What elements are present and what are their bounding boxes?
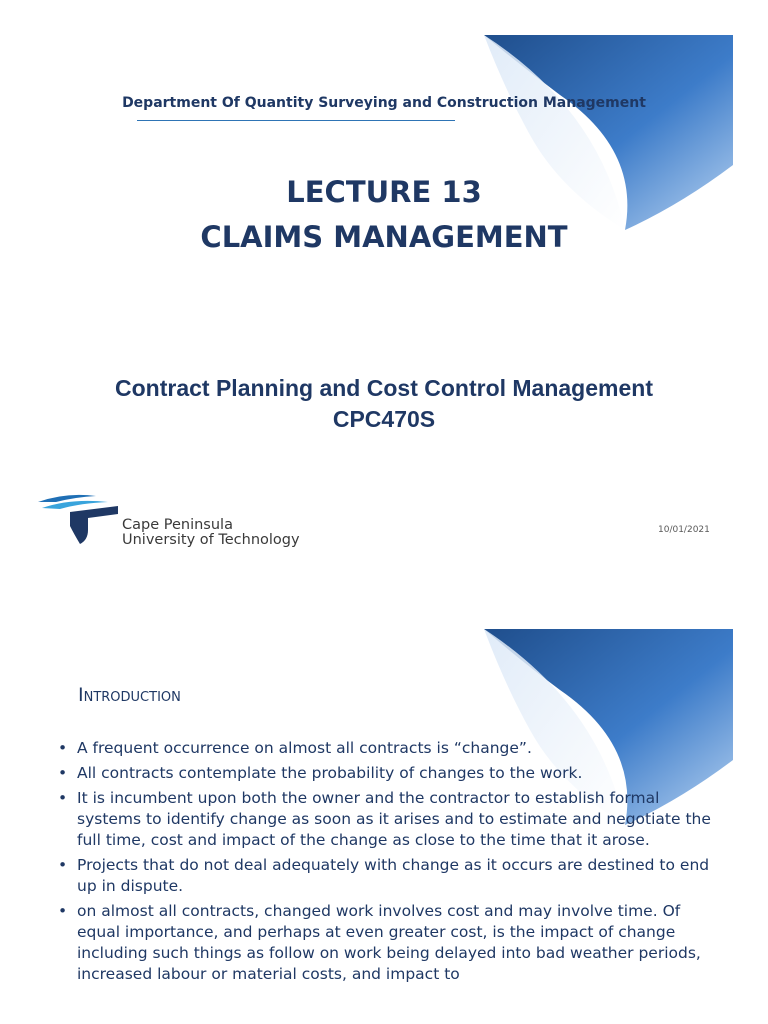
- lecture-number: LECTURE 13: [286, 175, 482, 209]
- bullet-item: • A frequent occurrence on almost all contracts is “change”.: [58, 739, 532, 757]
- bullet-icon: •: [58, 789, 68, 807]
- bullet-list: [56, 738, 724, 989]
- logo-line-2: University of Technology: [122, 532, 300, 548]
- logo-wordmark: [122, 518, 300, 548]
- bullet-icon: •: [58, 764, 68, 782]
- lecture-title: [0, 170, 768, 260]
- university-logo: [36, 488, 366, 558]
- logo-line-1: Cape Peninsula: [122, 517, 233, 533]
- lecture-topic: CLAIMS MANAGEMENT: [200, 220, 568, 254]
- section-heading: Introduction: [78, 684, 181, 706]
- course-name: Contract Planning and Cost Control Management: [115, 375, 653, 401]
- slide-date: 10/01/2021: [658, 525, 710, 535]
- course-title: [0, 373, 768, 435]
- bullet-icon: •: [58, 902, 68, 920]
- department-underline: [137, 120, 455, 121]
- bullet-icon: •: [58, 856, 68, 874]
- bullet-item: • on almost all contracts, changed work involves cost and may involve time. Of equal importance, and perhaps at even greater cost, is the impact of change including such things as follow on work being delayed into bad weather periods, increased labour or material costs, and impact to: [58, 902, 701, 983]
- bullet-item: • It is incumbent upon both the owner and the contractor to establish formal systems to identify change as soon as it arises and to estimate and negotiate the full time, cost and impact of the change as close to the time that it arose.: [58, 789, 711, 849]
- bullet-item: • Projects that do not deal adequately with change as it occurs are destined to end up in dispute.: [58, 856, 710, 895]
- bullet-icon: •: [58, 739, 68, 757]
- introduction-slide: [0, 600, 768, 1024]
- course-code: CPC470S: [332, 406, 436, 432]
- logo-emblem-icon: [36, 488, 126, 548]
- bullet-item: • All contracts contemplate the probability of changes to the work.: [58, 764, 583, 782]
- department-name: Department Of Quantity Surveying and Construction Management: [122, 95, 646, 111]
